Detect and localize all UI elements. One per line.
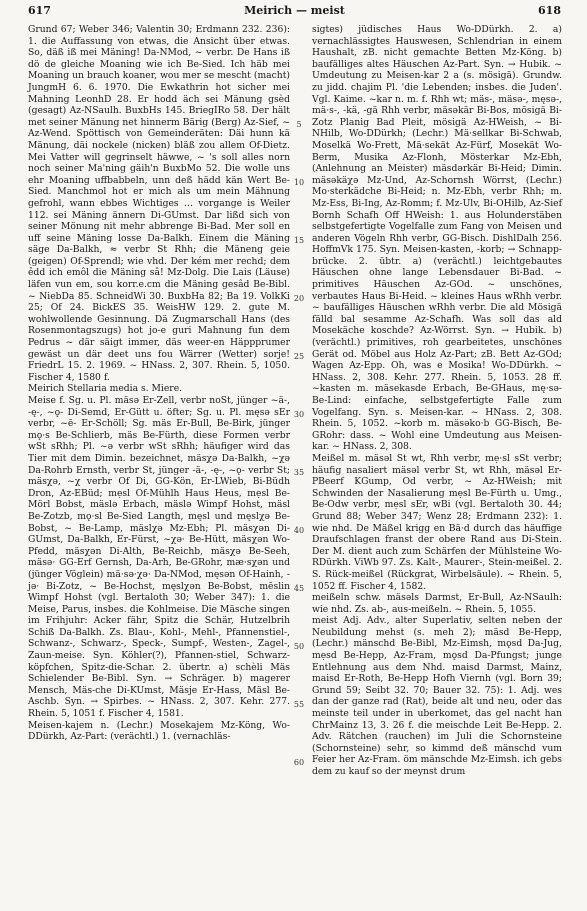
left-page-number: 617 [28, 4, 51, 17]
entry-meisen-kajem: Meisen-kajem n. (Lechr.) Mosekajem Mz-Köng, Wo-DDürkh, Az-Part: (verächtl.) 1. (vernachläs- [28, 719, 290, 743]
entry-meisseln: meißeln schw. mäsəls Darmst, Er-Bull, Az-NSaulh: wie nhd. Zs. ab-, aus-meißeln. ~ Rhein. 5, 1055. [312, 592, 562, 615]
line-number: 35 [293, 468, 305, 477]
running-title: Meirich — meist [244, 4, 345, 17]
left-column [28, 24, 290, 743]
line-number: 15 [293, 236, 305, 245]
line-number: 40 [293, 526, 305, 535]
entry-meise: Meise f. Sg. u. Pl. mäsə Er-Zell, verbr noSt, jünger ~ä-, -ę-, ~ǫ- Di-Semd, Er-Gütt u. öfter; Sg. u. Pl. męsə sEr verbr, ~ē- Er-Schöll; Sg. mäs Er-Bull, Be-Birk, jünger mǫ·s Be-Schlierb, mäs Be-Fürth, diese Formen verbr wSt sRhh; Pl. ~ə verbr wSt sRhh; häufiger wird das Tier mit dem Dimin. bezeichnet, mäsχə Da-Balkh, ~χə Da-Rohrb Ernsth, verbr St, jünger -ä-, -ę-, ~ǫ- verbr St; mäsχə, ~χ verbr Of Di, GG-Kön, Er-LWieb, Bi-Büdh Dron, Az-EBüd; mẹsl Of-Mühlh Haus Heus, mẹsl Be-Mörl Bobst, mäslə Erbach, mäslə Wimpf Hohst, mäsl Be-Zotzb, mǫ·sl Be-Sied Langth, męsl und męslχə Be-Bobst, ~ Be-Lamp, mäslχə Mz-Ebh; Pl. mäsχən Di-GUmst, Da-Balkh, Er-Fürst, ~χə· Be-Hütt, mäsχən Wo-Pfedd, mäsχən Di-Alth, Be-Reichb, mäsχə Be-Seeh, mäsə· GG-Erf Gernsh, Da-Arh, Be-GRohr, mæ·sχən und (jünger Vöglein) mä·sə·χə· Da-NMod, męsən Of-Hainh, -jə· Bi-Zotz, ~ Be-Hochst, męslχən Be-Bobst, mēslin Wimpf Hohst (vgl. Bertaloth 30; Weber 347): 1. die Meise, Parus, insbes. die Kohlmeise. Die Mäsche singen im Frihjuhr: Acker fähr, Spitz die Schär, Hutzelbrih Schiß Da-Balkh. Zs. Blau-, Kohl-, Mehl-, Pfannenstiel-, Schwanz-, Schwarz-, Speck-, Sumpf-, Westen-, Zagel-, Zaun-meise. Syn. Köhler(?), Pfannen-stiel, Schwarz-köpfchen, Spitz-die-Schar. 2. übertr. a) schèli Mäs Schielender Be-Bibl. Syn. → Schräger. b) magerer Mensch, Mäs-che Di-KUmst, Mäsje Er-Hass, Mäsl Be-Aschb. Syn. → Spirbes. ~ HNass. 2, 307. Kehr. 277. Rhein. 5, 1051 f. Fischer 4, 1581. [28, 395, 290, 720]
right-column [312, 24, 562, 778]
entry-meisen-kar: sigtes) jüdisches Haus Wo-DDürkh. 2. a) vernachlässigtes Hauswesen, Schlendrian in einem Haushalt, zB. nicht gemachte Betten Mz-Köng. b) baufälliges altes Häuschen Az-Part. Syn. → Hubik. ~ Umdeutung zu Meisen-kar 2 a (s. mösigä). Grundw. zu jidd. chajim Pl. 'die Lebenden; insbes. die Juden'. Vgl. Kaime. ~kar n. m. f. Rhh wt; mäs-, mäsə-, męsə-, mä·s-, -kä, -gä Rhh verbr, mäsəkār Bi-Bos, mōsigä Bi-Zotz Planig Bad Pleit, mösigä Az-HWeish, ~ Bi-NHilb, Wo-DDürkh; (Lechr.) Mä·sellkar Bi-Schwab, Moselkä Wo-Frett, Mä·sekät Az-Fürf, Mosekät Wo-Berm, Musika Az-Flonh, Mösterkar Mz-Ebh, (Anlehnung an Meister) mäsdərkär Bi-Heid; Dimin. mäsəkäχə Mz-Und, Az-Schornsh Wörrst, (Lechr.) Mo·sterkädche Bi-Heid; n. Mz-Ebh, verbr Rhh; m. Mz-Ess, Bi-Ing, Az-Romm; f. Mz-Ulv, Bi-OHilb, Az-Sief Bornh Schafh Off HWeish: 1. aus Holunderstäben selbstgefertigte Vogelfalle zum Fang von Meisen und anderen Vögeln Rhh verbr, GG-Bisch. DishlDalh 256. HoffmVk 175. Syn. Meisen-kasten, -korb; → Schnapp-brücke. 2. übtr. a) (verächtl.) leichtgebautes Häuschen ohne lange Lebensdauer Bi-Bad. ~ primitives Häuschen Az-GOd. ~ unschönes, verbautes Haus Bi-Heid. ~ kleines Haus wRhh verbr. ~ baufälliges Häuschen wRhh verbr. Die ald Mösigä fälld bal sesamme Az-Schafh. Was soll das ald Mosekäche koschde? Az-Wörrst. Syn. → Hubik. b) (verächtl.) primitives, roh gearbeitetes, unschönes Gerät od. Möbel aus Holz Az-Part; zB. Bett Az-GOd; Wagen Az-Epp. Oh, was e Mosika! Wo-DDürkh. ~ HNass. 2, 308. Kehr. 277. Rhein. 5, 1053. 28 ff. ~kasten m. mäsekasde Erbach, Be-GHaus, mę·sə- Be-Lind: einfache, selbstgefertigte Falle zum Vogelfang. Syn. s. Meisen-kar. ~ HNass. 2, 308. Rhein. 5, 1052. ~korb m. mäsəko·b GG-Bisch, Be-GRohr: dass. ~ Wohl eine Umdeutung aus Meisen-kar. ~ HNass. 2, 308. [312, 24, 562, 453]
entry-meinung-continued: Grund 67; Weber 346; Valentin 30; Erdmann 232. 236): 1. die Auffassung von etwas, die Ansicht über etwas. So, däß iß mei Mäning! Da-NMod, ~ verbr. De Hans iß dö de gleiche Moaning wie ich Be-Sied. Ich häb mei Moaning un brauch koaner, wou mer se mescht (macht) JungmH 6. 6. 1970. Die Ewkathrin hot sicher mei Mahning LeonhD 28. Er hodd äch sei Mänung gsèd (gesagt) Az-NSaulh. BuxbHs 145. BriegIRo 58. Der hält met seiner Mänung net hinnerm Bärig (Berg) Az-Sief, ~ Az-Wend. Spöttisch von Gemeinderäten: Däi hunn kä Mänung, däi nockele (nicken) bläß zou allem Of-Dietz. Mei Vatter will gegrinselt häwwe, ~ 's soll alles norn noch seiner Ma'ning gäih'n BuxbMo 52. Die wolle uns ehr Moaning uffbabbeln, unn deß hädd kän Wert Be-Sied. Manchmol hot er mich als um mein Mähnung gefrohl, wann ebbes Wichtiges … vorgange is Weiler 112. sei Mäning ännern Di-GUmst. Dar lißd sich von seiner Mönung nit mehr abbrenge Bi-Bad. Mer soll en uff seine Mäning losse Da-Balkh. Einem die Mäning säge Da-Balkh, ≈ verbr St Rhh; die Mäneng geie (geigen) Of-Sprendl; wie vhd. Der kém mer rechd; dem ẻdd ich emôl die Mäning sâ! Mz-Dolg. Die Lais (Läuse) läfen vun em, sou korr.e.cm die Mäning gesâd Be-Bibl. ~ NiebDa 85. SchneidWi 30. BuxbHa 82; Ba 19. VolkKi 25; Of 24. BickES 35. WeisHW 129. 2. gute M. wohlwollende Gesinnung. Dä Zugmarschall Hans (des Rosenmontagszugs) hot jo-e guri Mahnung fun dem Pedrus ~ där säigt immer, däs weer-en Häppprumer gewäst un där deet uns fou Wärrer (Wetter) sorje! FriedrL 15. 2. 1969. ~ HNass. 2, 307. Rhein. 5, 1050. Fischer 4, 1580 f. [28, 24, 290, 383]
line-number: 45 [293, 584, 305, 593]
line-number: 55 [293, 700, 305, 709]
line-number: 50 [293, 642, 305, 651]
right-page-number: 618 [538, 4, 561, 17]
entry-meirich: Meirich Stellaria media s. Miere. [28, 383, 183, 395]
line-number: 30 [293, 410, 305, 419]
running-header [28, 4, 561, 20]
line-number: 25 [293, 352, 305, 361]
line-number: 20 [293, 294, 305, 303]
line-number: 60 [293, 758, 305, 767]
line-number: 5 [296, 120, 302, 129]
entry-meissel: Meißel m. mäsəl St wt, Rhh verbr, mẹ·sl sSt verbr; häufig nasaliert mäsəl verbr St, wt Rhh, mäsəl Er-PBeerf KGump, Od verbr, ~ Az-HWeish; mit Schwinden der Nasalierung mẹsl Be-Fürth u. Umg., Be-Odw verbr, mẹsl sEr, wBi (vgl. Bertaloth 30. 44; Grund 88; Weber 347; Wenz 28; Erdmann 232): 1. wie nhd. De Mäßel krigg en Bä·d durch das häuffige Draufschlagen franst der obere Rand aus Di-Stein. Der M. dient auch zum Schärfen der Mühlsteine Wo-RDürkh. ViWb 97. Zs. Kalt-, Maurer-, Stein-meißel. 2. S. Rück-meißel (Rückgrat, Wirbelsäule). ~ Rhein. 5, 1052 ff. Fischer 4, 1582. [312, 452, 562, 592]
line-number: 10 [293, 178, 305, 187]
entry-meist: meist Adj. Adv., alter Superlativ, selten neben der Neubildung mehst (s. meh 2); mäsd Be-Hepp, (Lechr.) mänschd Be-Bibl, Mz-Eimsh, mǫsd Da-Jug, mẹsd Be-Hepp, Az-Fram, mǫsd Da-Pfungst; junge Entlehnung aus dem Nhd. maisd Darmst, Mainz, maisd Er-Roth, Be-Hepp Hofh Viernh (vgl. Born 39; Grund 59; Seibt 32. 70; Bauer 32. 75): 1. Adj. wes dan der ganze rad (Rat), beide alt und neu, oder das meinste teil under in uberkomet, das gel nacht han ChrMainz 13, 3. 26 f. die meischde Leit Be-Hepp. 2. Adv. Rätchen (rauchen) im Juli die Schornsteine (Schornsteine) sehr, so kimmd deß mänschd vum Feier her Az-Fram. öm mänschde Mz-Eimsh. ich gebs dem zu kauf so der meynst drum [312, 615, 562, 777]
